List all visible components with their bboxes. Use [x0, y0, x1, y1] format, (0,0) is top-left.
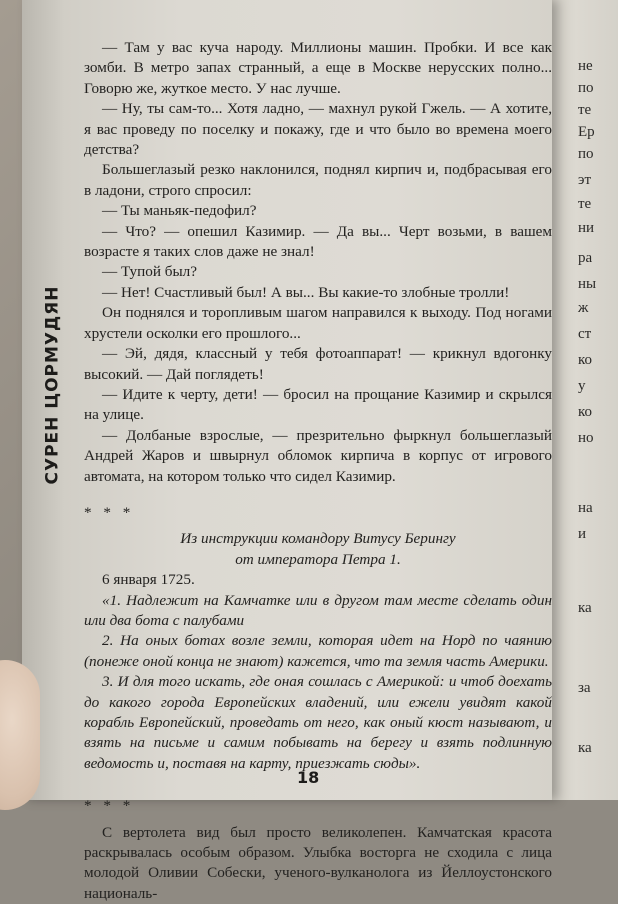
paragraph: — Нет! Счастливый был! А вы... Вы какие-то злобные тролли!	[102, 283, 510, 301]
facing-text: ка	[578, 740, 592, 756]
author-name: СУРЕН ЦОРМУДЯН	[42, 285, 62, 485]
facing-text: не	[578, 58, 593, 74]
instruction-item: 2. На оных ботах возле земли, которая идет на Норд по чаянию (понеже оной конца не знают) кажется, что та земля часть Америки.	[84, 632, 552, 670]
paragraph: С вертолета вид был просто великолепен. Камчатская красота раскрывалась особым образом. Улыбка восторга не сходила с лица молодой Оливии Собески, ученого-вулканолога из Йеллоустонского националь-	[84, 823, 552, 902]
instruction-heading: от императора Петра 1.	[235, 550, 401, 568]
facing-text: по	[578, 80, 594, 96]
paragraph: — Там у вас куча народу. Миллионы машин. Пробки. И все как зомби. В метро запах странный, а еще в Москве нерусских полно... Говорю же, жуткое место. У нас лучше.	[84, 39, 552, 97]
paragraph: — Тупой был?	[102, 263, 197, 281]
paragraph: — Долбаные взрослые, — презрительно фыркнул большеглазый Андрей Жаров и швырнул обломок кирпича в корпус от игрового автомата, на котором только что сидел Казимир.	[84, 426, 552, 485]
facing-text: и	[578, 526, 587, 542]
instruction-item: «1. Надлежит на Камчатке или в другом там месте сделать один или два бота с палубами	[84, 591, 552, 629]
paragraph: — Эй, дядя, классный у тебя фотоаппарат! — крикнул вдогонку высокий. — Дай поглядеть!	[84, 345, 552, 383]
thumb	[0, 660, 40, 810]
facing-text: ны	[578, 276, 597, 292]
instruction-item: 3. И для того искать, где оная сошлась с Америкой: и чтоб доехать до какого города Европейских владений, или ежели увидят какой корабль Европейский, проведать от него, как оный кюст называют, и взять на письме и самим побывать на берегу и взять подлинную ведомость и, поставя на карту, приезжать сюды».	[84, 673, 552, 772]
facing-text: ни	[578, 220, 595, 236]
facing-text: эт	[578, 172, 591, 188]
section-separator: * * *	[84, 797, 135, 815]
book-page	[22, 0, 552, 902]
facing-text: те	[578, 196, 592, 212]
facing-text: но	[578, 430, 594, 446]
facing-text: по	[578, 146, 594, 162]
facing-text: на	[578, 500, 593, 516]
instruction-date: 6 января 1725.	[102, 571, 195, 589]
facing-text: ж	[578, 300, 589, 316]
instruction-heading: Из инструкции командору Витусу Берингу	[180, 530, 456, 548]
section-separator: * * *	[84, 503, 135, 521]
paragraph: Он поднялся и торопливым шагом направился к выходу. Под ногами хрустели осколки его прошлого...	[84, 304, 552, 342]
facing-text: Ер	[578, 124, 595, 140]
facing-page	[548, 0, 618, 800]
facing-text: ра	[578, 250, 593, 266]
author-spine-label	[38, 285, 66, 485]
paragraph: — Что? — опешил Казимир. — Да вы... Черт возьми, в вашем возрасте я таких слов даже не знал!	[84, 222, 552, 261]
facing-text: за	[578, 680, 591, 696]
page-number: 18	[297, 768, 320, 787]
paragraph: — Ну, ты сам-то... Хотя ладно, — махнул рукой Гжель. — А хотите, я вас проведу по поселку и покажу, где и что было во времена моего детства?	[84, 100, 552, 159]
facing-text: ка	[578, 600, 592, 616]
facing-text: ко	[578, 404, 593, 420]
facing-text: ст	[578, 326, 592, 342]
facing-text: те	[578, 102, 592, 118]
facing-text: у	[578, 378, 586, 394]
paragraph: — Идите к черту, дети! — бросил на прощание Казимир и скрылся на улице.	[84, 385, 552, 424]
facing-text: ко	[578, 352, 593, 368]
paragraph: Большеглазый резко наклонился, поднял кирпич и, подбрасывая его в ладони, строго спросил:	[84, 161, 552, 199]
paragraph: — Ты маньяк-педофил?	[102, 202, 257, 220]
